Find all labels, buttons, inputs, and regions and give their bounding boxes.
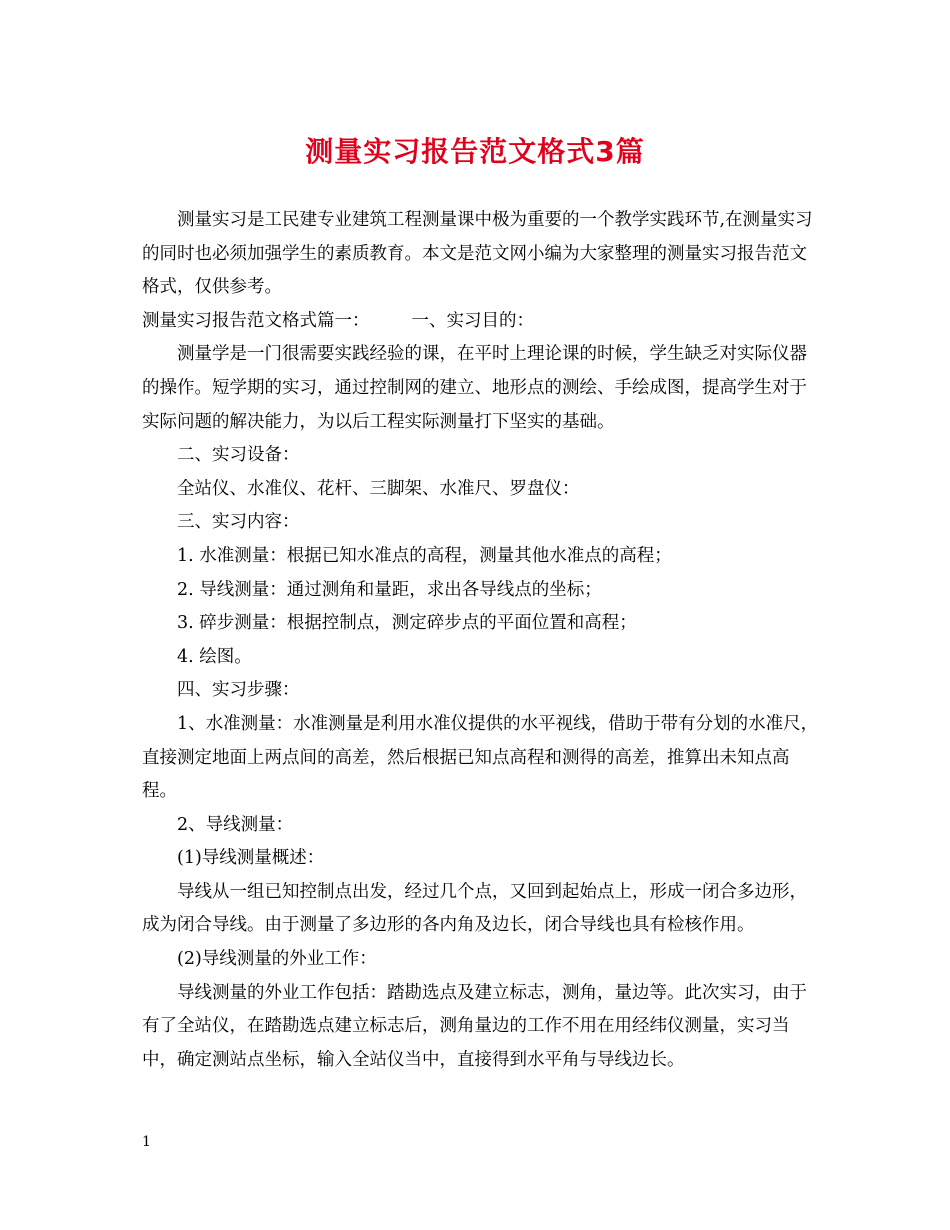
step2-sub2-heading: (2)导线测量的外业工作：	[177, 949, 377, 970]
equipment-paragraph: 全站仪、水准仪、花杆、三脚架、水准尺、罗盘仪：	[177, 478, 580, 499]
equipment-heading: 二、实习设备：	[177, 445, 300, 466]
document-title: 测量实习报告范文格式3篇	[305, 135, 645, 168]
document-body	[142, 204, 822, 1077]
content-item: 1. 水准测量：根据已知水准点的高程，测量其他水准点的高程；	[177, 545, 672, 566]
purpose-paragraph: 测量学是一门很需要实践经验的课，在平时上理论课的时候，学生缺乏对实际仪器的操作。短学期的实习，通过控制网的建立、地形点的测绘、手绘成图，提高学生对于实际问题的解决能力，为以后工程实际测量打下坚实的基础。	[142, 344, 807, 432]
step2-sub1-paragraph: 导线从一组已知控制点出发，经过几个点，又回到起始点上，形成一闭合多边形，成为闭合导线。由于测量了多边形的各内角及边长，闭合导线也具有检核作用。	[142, 881, 807, 936]
step2-sub1-heading: (1)导线测量概述：	[177, 848, 325, 869]
content-item: 4. 绘图。	[177, 646, 252, 667]
content-heading: 三、实习内容：	[177, 512, 300, 533]
intro-paragraph: 测量实习是工民建专业建筑工程测量课中极为重要的一个教学实践环节,在测量实习的同时也必须加强学生的素质教育。本文是范文网小编为大家整理的测量实习报告范文格式，仅供参考。	[142, 210, 813, 298]
steps-heading: 四、实习步骤：	[177, 680, 300, 701]
section1-heading: 测量实习报告范文格式篇一：	[142, 310, 370, 331]
purpose-heading: 一、实习目的：	[411, 310, 534, 331]
step2-sub2-paragraph: 导线测量的外业工作包括：踏勘选点及建立标志，测角，量边等。此次实习，由于有了全站仪，在踏勘选点建立标志后，测角量边的工作不用在用经纬仪测量，实习当中，确定测站点坐标，输入全站仪当中，直接得到水平角与导线边长。	[142, 982, 807, 1070]
step1-paragraph: 1、水准测量：水准测量是利用水准仪提供的水平视线，借助于带有分划的水准尺，直接测定地面上两点间的高差，然后根据已知点高程和测得的高差，推算出未知点高程。	[142, 713, 819, 802]
content-item: 2. 导线测量：通过测角和量距，求出各导线点的坐标；	[177, 579, 602, 600]
content-item: 3. 碎步测量：根据控制点，测定碎步点的平面位置和高程；	[177, 613, 637, 634]
section-heading-line	[142, 305, 822, 339]
step2-heading: 2、导线测量：	[177, 814, 294, 835]
page-number: 1	[142, 1134, 151, 1150]
